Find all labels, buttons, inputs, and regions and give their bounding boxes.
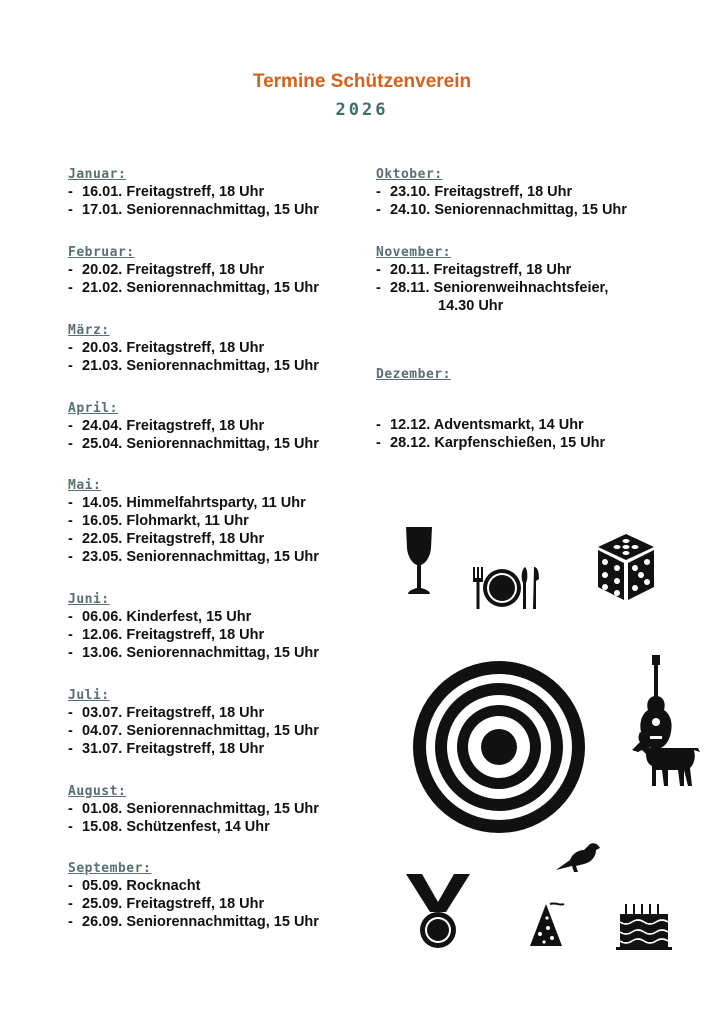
plate-cutlery-icon	[470, 565, 542, 611]
event-item: - 14.05. Himmelfahrtsparty, 11 Uhr	[68, 495, 306, 511]
event-item: - 12.12. Adventsmarkt, 14 Uhr	[376, 417, 584, 433]
month-november	[376, 244, 676, 366]
month-september	[68, 860, 368, 931]
event-item: - 24.10. Seniorennachmittag, 15 Uhr	[376, 202, 627, 218]
event-item: - 17.01. Seniorennachmittag, 15 Uhr	[68, 202, 319, 218]
month-juli	[68, 687, 368, 783]
event-item: - 23.10. Freitagstreff, 18 Uhr	[376, 184, 573, 200]
event-continuation: 14.30 Uhr	[438, 298, 504, 314]
event-item: - 28.12. Karpfenschießen, 15 Uhr	[376, 435, 606, 451]
event-item: - 23.05. Seniorennachmittag, 15 Uhr	[68, 549, 319, 565]
year-label: 2026	[335, 100, 389, 120]
month-label: Juni:	[68, 592, 110, 607]
event-item: - 20.02. Freitagstreff, 18 Uhr	[68, 262, 265, 278]
month-label: Juli:	[68, 688, 110, 703]
month-label: November:	[376, 245, 451, 260]
event-item: - 06.06. Kinderfest, 15 Uhr	[68, 609, 252, 625]
event-item: - 01.08. Seniorennachmittag, 15 Uhr	[68, 801, 319, 817]
dice-icon	[596, 532, 656, 602]
event-item: - 26.09. Seniorennachmittag, 15 Uhr	[68, 914, 319, 930]
goat-icon	[632, 730, 702, 788]
month-februar	[68, 244, 368, 322]
party-hat-icon	[528, 900, 568, 950]
event-item: - 25.04. Seniorennachmittag, 15 Uhr	[68, 436, 319, 452]
event-item: - 21.03. Seniorennachmittag, 15 Uhr	[68, 358, 319, 374]
wine-glass-icon	[404, 526, 434, 596]
month-label: Februar:	[68, 245, 135, 260]
month-maerz	[68, 322, 368, 400]
event-item: - 04.07. Seniorennachmittag, 15 Uhr	[68, 723, 319, 739]
target-icon	[412, 660, 586, 834]
bird-icon	[554, 840, 602, 872]
event-item: - 20.03. Freitagstreff, 18 Uhr	[68, 340, 265, 356]
event-item: - 05.09. Rocknacht	[68, 878, 201, 894]
month-label: März:	[68, 323, 110, 338]
month-oktober	[376, 166, 676, 244]
event-item: - 24.04. Freitagstreff, 18 Uhr	[68, 418, 265, 434]
event-item: - 21.02. Seniorennachmittag, 15 Uhr	[68, 280, 319, 296]
page-title: Termine Schützenverein	[252, 71, 472, 92]
event-item: - 16.05. Flohmarkt, 11 Uhr	[68, 513, 249, 529]
event-item: - 16.01. Freitagstreff, 18 Uhr	[68, 184, 265, 200]
month-label: Mai:	[68, 478, 102, 493]
event-item: - 25.09. Freitagstreff, 18 Uhr	[68, 896, 265, 912]
right-column	[376, 166, 676, 452]
month-januar	[68, 166, 368, 244]
month-label: Januar:	[68, 167, 127, 182]
event-item: - 03.07. Freitagstreff, 18 Uhr	[68, 705, 265, 721]
event-item: - 12.06. Freitagstreff, 18 Uhr	[68, 627, 265, 643]
event-item: - 28.11. Seniorenweihnachtsfeier, 14.30 Uhr	[376, 279, 676, 315]
birthday-cake-icon	[616, 902, 672, 950]
left-column	[68, 166, 368, 931]
month-label: Oktober:	[376, 167, 443, 182]
month-label: August:	[68, 784, 127, 799]
medal-icon	[406, 872, 470, 950]
month-august	[68, 783, 368, 860]
event-item: - 31.07. Freitagstreff, 18 Uhr	[68, 741, 265, 757]
month-label: Dezember:	[376, 367, 451, 382]
month-april	[68, 400, 368, 477]
month-juni	[68, 591, 368, 687]
event-item: - 15.08. Schützenfest, 14 Uhr	[68, 819, 270, 835]
event-item: - 20.11. Freitagstreff, 18 Uhr	[376, 262, 572, 278]
month-mai	[68, 477, 368, 591]
month-label: April:	[68, 401, 118, 416]
event-item: - 13.06. Seniorennachmittag, 15 Uhr	[68, 645, 319, 661]
month-dezember	[376, 366, 676, 452]
event-item: - 22.05. Freitagstreff, 18 Uhr	[68, 531, 265, 547]
month-label: September:	[68, 861, 152, 876]
